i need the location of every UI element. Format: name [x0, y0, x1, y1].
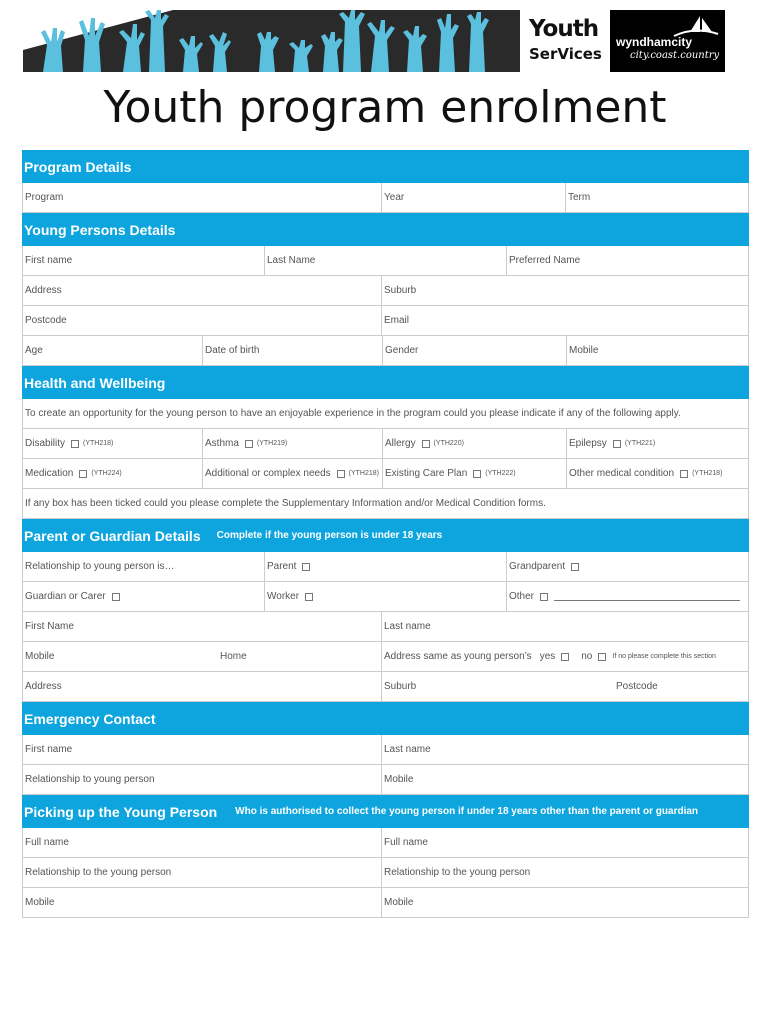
section-subtitle: Who is authorised to collect the young person if under 18 years other than the parent or guardian — [235, 806, 699, 817]
checkbox[interactable] — [337, 470, 345, 478]
form-row — [22, 246, 749, 276]
option-label: Epilepsy — [569, 438, 607, 449]
hands-banner — [23, 10, 520, 72]
no-checkbox[interactable] — [598, 653, 606, 661]
mobile-field[interactable]: Mobile — [569, 345, 599, 356]
relationship-label: Relationship to young person is… — [23, 552, 265, 581]
no-label: no — [581, 651, 593, 662]
option-label: Asthma — [205, 438, 239, 449]
medication-option[interactable] — [23, 459, 203, 488]
option-label: Additional or complex needs — [205, 468, 331, 479]
emergency-first-name-field[interactable]: First name — [23, 735, 382, 764]
other-condition-option[interactable] — [567, 459, 748, 488]
first-name-field[interactable]: First name — [23, 246, 265, 275]
checkbox[interactable] — [422, 440, 430, 448]
email-field[interactable]: Email — [384, 315, 410, 326]
same-address-question — [382, 642, 748, 671]
address-field[interactable]: Address — [23, 276, 382, 305]
form-row — [22, 336, 749, 366]
grandparent-option[interactable] — [507, 552, 748, 581]
section-header-pickup — [22, 795, 749, 828]
wyndham-city-logo — [610, 10, 725, 72]
section-title: Picking up the Young Person — [24, 803, 218, 820]
checkbox[interactable] — [305, 593, 313, 601]
guardian-postcode-field[interactable]: Postcode — [616, 681, 658, 692]
checkbox[interactable] — [112, 593, 120, 601]
pickup-full-name-1-field[interactable]: Full name — [23, 828, 382, 857]
allergy-option[interactable] — [383, 429, 567, 458]
form-row — [22, 459, 749, 489]
section-header-program — [22, 150, 749, 183]
form-row — [22, 612, 749, 642]
program-field[interactable]: Program — [23, 183, 382, 212]
option-label: Grandparent — [509, 561, 566, 572]
checkbox[interactable] — [79, 470, 87, 478]
option-label: Parent — [267, 561, 297, 572]
pickup-relationship-1-field[interactable]: Relationship to the young person — [23, 858, 382, 887]
epilepsy-option[interactable] — [567, 429, 748, 458]
same-address-label: Address same as young person’s — [384, 651, 532, 662]
section-title: Emergency Contact — [24, 710, 156, 727]
section-title: Program Details — [24, 158, 132, 175]
section-header-young-person — [22, 213, 749, 246]
pickup-mobile-2-field[interactable]: Mobile — [384, 897, 414, 908]
form-row — [22, 735, 749, 765]
age-field[interactable]: Age — [23, 336, 203, 365]
option-label: Worker — [267, 591, 300, 602]
other-option[interactable] — [507, 582, 748, 611]
emergency-relationship-field[interactable]: Relationship to young person — [23, 765, 382, 794]
yes-label: yes — [539, 651, 556, 662]
term-field[interactable]: Term — [568, 192, 591, 203]
form-row — [22, 888, 749, 918]
youth-logo-line1: Youth — [529, 16, 599, 42]
form-row — [22, 183, 749, 213]
section-title: Health and Wellbeing — [24, 374, 166, 391]
guardian-mobile-field[interactable]: Mobile — [25, 651, 55, 662]
form-row — [22, 582, 749, 612]
form-row — [22, 276, 749, 306]
complex-needs-option[interactable] — [203, 459, 383, 488]
gender-field[interactable]: Gender — [383, 336, 567, 365]
option-label: Disability — [25, 438, 66, 449]
emergency-last-name-field[interactable]: Last name — [384, 744, 431, 755]
guardian-option[interactable] — [23, 582, 265, 611]
other-write-line[interactable] — [554, 592, 740, 601]
checkbox[interactable] — [680, 470, 688, 478]
section-header-health — [22, 366, 749, 399]
section-subtitle: Complete if the young person is under 18 years — [216, 530, 443, 541]
parent-option[interactable] — [265, 552, 507, 581]
worker-option[interactable] — [265, 582, 507, 611]
option-label: Guardian or Carer — [25, 591, 106, 602]
form-row — [22, 858, 749, 888]
year-field[interactable]: Year — [382, 183, 566, 212]
guardian-address-field[interactable]: Address — [23, 672, 382, 701]
option-code: (YTH218) — [83, 440, 114, 447]
form-row — [22, 672, 749, 702]
page-title: Youth program enrolment — [103, 82, 667, 133]
form-row — [22, 552, 749, 582]
guardian-first-name-field[interactable]: First Name — [23, 612, 382, 641]
youth-logo-line2: SerVices — [529, 45, 602, 63]
same-address-note: If no please complete this section — [612, 653, 716, 660]
form-row — [22, 429, 749, 459]
preferred-name-field[interactable]: Preferred Name — [509, 255, 581, 266]
section-title: Young Persons Details — [24, 221, 176, 238]
option-code: (YTH220) — [433, 440, 464, 447]
option-label: Other — [509, 591, 535, 602]
guardian-home-field[interactable]: Home — [218, 642, 382, 671]
section-title: Parent or Guardian Details — [24, 527, 201, 544]
asthma-option[interactable] — [203, 429, 383, 458]
form-row — [22, 399, 749, 429]
checkbox[interactable] — [540, 593, 548, 601]
health-footer: If any box has been ticked could you please complete the Supplementary Information and/or Medical Condition forms. — [25, 498, 546, 509]
enrolment-form — [22, 150, 749, 918]
dob-field[interactable]: Date of birth — [203, 336, 383, 365]
option-code: (YTH218) — [348, 470, 379, 477]
form-row — [22, 306, 749, 336]
checkbox[interactable] — [613, 440, 621, 448]
last-name-field[interactable]: Last Name — [265, 246, 507, 275]
disability-option[interactable] — [23, 429, 203, 458]
health-intro: To create an opportunity for the young person to have an enjoyable experience in the program could you please indicate if any of the following apply. — [25, 408, 681, 419]
section-header-emergency — [22, 702, 749, 735]
option-label: Allergy — [385, 438, 416, 449]
guardian-suburb-field[interactable]: Suburb — [384, 681, 417, 692]
option-code: (YTH218) — [692, 470, 723, 477]
yes-checkbox[interactable] — [561, 653, 569, 661]
postcode-field[interactable]: Postcode — [23, 306, 382, 335]
checkbox[interactable] — [245, 440, 253, 448]
youth-services-logo — [527, 12, 605, 70]
checkbox[interactable] — [302, 563, 310, 571]
suburb-field[interactable]: Suburb — [384, 285, 417, 296]
option-code: (YTH222) — [485, 470, 516, 477]
option-code: (YTH224) — [91, 470, 122, 477]
guardian-last-name-field[interactable]: Last name — [384, 621, 431, 632]
option-code: (YTH219) — [256, 440, 288, 447]
checkbox[interactable] — [571, 563, 579, 571]
form-row — [22, 642, 749, 672]
pickup-mobile-1-field[interactable]: Mobile — [23, 888, 382, 917]
pickup-full-name-2-field[interactable]: Full name — [384, 837, 428, 848]
form-row — [22, 828, 749, 858]
option-label: Other medical condition — [569, 468, 675, 479]
section-header-guardian — [22, 519, 749, 552]
form-row — [22, 765, 749, 795]
council-logo-line1: wyndhamcity — [616, 35, 693, 49]
council-logo-line2: city.coast.country — [630, 50, 720, 61]
option-label: Medication — [25, 468, 74, 479]
checkbox[interactable] — [473, 470, 481, 478]
care-plan-option[interactable] — [383, 459, 567, 488]
form-row — [22, 489, 749, 519]
option-code: (YTH221) — [624, 440, 656, 447]
checkbox[interactable] — [71, 440, 79, 448]
option-label: Existing Care Plan — [385, 468, 468, 479]
emergency-mobile-field[interactable]: Mobile — [384, 774, 414, 785]
pickup-relationship-2-field[interactable]: Relationship to the young person — [384, 867, 531, 878]
